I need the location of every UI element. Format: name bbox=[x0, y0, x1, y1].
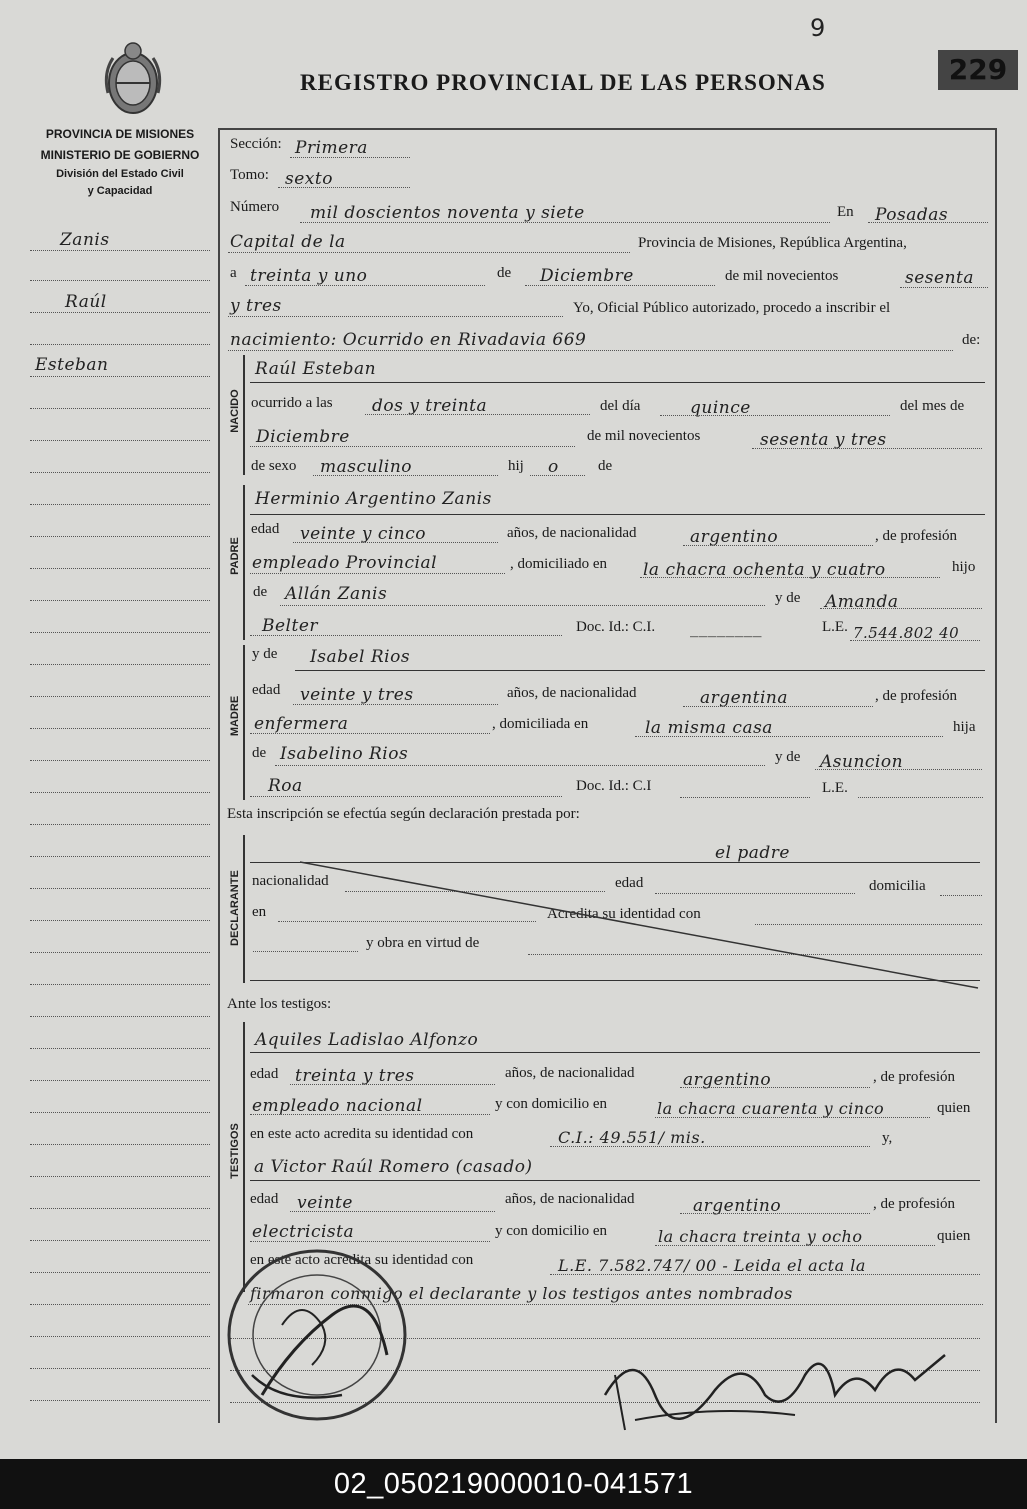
testigo1-edad: treinta y tres bbox=[295, 1066, 415, 1086]
padre-yde-label: y de bbox=[775, 590, 801, 606]
padre-le-label: L.E. bbox=[822, 619, 848, 635]
margin-line bbox=[30, 440, 210, 441]
padre-label: PADRE bbox=[229, 537, 241, 575]
margin-line bbox=[30, 856, 210, 857]
hora-value: dos y treinta bbox=[372, 396, 488, 416]
margin-line bbox=[30, 760, 210, 761]
padre-doc-label: Doc. Id.: C.I. bbox=[576, 619, 656, 635]
de-colon-label: de: bbox=[962, 332, 981, 348]
del-dia-label: del día bbox=[600, 398, 641, 414]
testigo1-nombre: Aquiles Ladislao Alfonzo bbox=[255, 1030, 479, 1050]
testigo2-nac-label: años, de nacionalidad bbox=[505, 1191, 635, 1207]
margin-line bbox=[30, 1304, 210, 1305]
margin-line bbox=[30, 1336, 210, 1337]
margin-line bbox=[30, 280, 210, 281]
madre-prof-label: , de profesión bbox=[875, 688, 958, 704]
madre-madre-de2: Roa bbox=[268, 776, 303, 796]
anio-value2: y tres bbox=[230, 296, 282, 316]
margin-line bbox=[30, 504, 210, 505]
padre-nac-value: argentino bbox=[690, 527, 779, 547]
padre-madre-de: Amanda bbox=[825, 592, 899, 612]
madre-bar bbox=[243, 645, 245, 800]
madre-edad-label: edad bbox=[252, 682, 281, 698]
madre-nac-label: años, de nacionalidad bbox=[507, 685, 637, 701]
office-division: División del Estado Civil bbox=[56, 168, 184, 180]
margin-name1: Raúl bbox=[65, 292, 107, 312]
margin-line bbox=[30, 792, 210, 793]
nacido-label: NACIDO bbox=[229, 389, 241, 433]
margin-line bbox=[30, 1400, 210, 1401]
declarante-label: DECLARANTE bbox=[229, 870, 241, 946]
office-ministry: MINISTERIO DE GOBIERNO bbox=[40, 148, 200, 162]
margin-line bbox=[30, 376, 210, 377]
a-label: a bbox=[230, 265, 237, 281]
madre-hija-label: hija bbox=[953, 719, 976, 735]
testigo1-acredita-label: en este acto acredita su identidad con bbox=[250, 1126, 474, 1142]
nacido-de-label: de bbox=[598, 458, 613, 474]
en-value: Posadas bbox=[875, 205, 949, 225]
hij-label: hij bbox=[508, 458, 524, 474]
acta-cierre: firmaron conmigo el declarante y los testigos antes nombrados bbox=[250, 1284, 793, 1303]
testigo1-edad-label: edad bbox=[250, 1066, 279, 1082]
testigo2-dom-label: y con domicilio en bbox=[495, 1223, 608, 1239]
seccion-value: Primera bbox=[295, 138, 368, 158]
madre-madre-de: Asuncion bbox=[820, 752, 904, 772]
padre-madre-de2: Belter bbox=[262, 616, 319, 636]
madre-nombre: Isabel Rios bbox=[310, 647, 411, 667]
padre-prof-label: , de profesión bbox=[875, 528, 958, 544]
margin-line bbox=[30, 664, 210, 665]
margin-line bbox=[30, 1144, 210, 1145]
testigo1-y-label: y, bbox=[882, 1130, 893, 1146]
madre-nac-value: argentina bbox=[700, 688, 789, 708]
testigo2-doc: L.E. 7.582.747/ 00 - Leida el acta la bbox=[558, 1256, 866, 1275]
capital-value: Capital de la bbox=[230, 232, 346, 252]
en-label: En bbox=[837, 204, 854, 220]
madre-edad-value: veinte y tres bbox=[300, 685, 414, 705]
madre-yde-label: y de bbox=[252, 646, 278, 662]
margin-line bbox=[30, 568, 210, 569]
padre-dom-value: la chacra ochenta y cuatro bbox=[643, 560, 886, 580]
margin-line bbox=[30, 250, 210, 251]
declarante-obra-label: y obra en virtud de bbox=[366, 935, 480, 951]
dia-value: treinta y uno bbox=[250, 266, 368, 286]
margin-line bbox=[30, 1240, 210, 1241]
testigo1-prof-label: , de profesión bbox=[873, 1069, 956, 1085]
padre-edad-value: veinte y cinco bbox=[300, 524, 427, 544]
testigo1-quien-label: quien bbox=[937, 1100, 971, 1116]
margin-line bbox=[30, 632, 210, 633]
form-left-border bbox=[218, 128, 220, 1423]
declarante-en-label: en bbox=[252, 904, 267, 920]
testigo2-prof-label: , de profesión bbox=[873, 1196, 956, 1212]
testigos-label: TESTIGOS bbox=[229, 1123, 241, 1179]
margin-line bbox=[30, 344, 210, 345]
testigo1-nac: argentino bbox=[683, 1070, 772, 1090]
testigo2-edad-label: edad bbox=[250, 1191, 279, 1207]
official-seal-stamp bbox=[222, 1245, 412, 1425]
margin-line bbox=[30, 1272, 210, 1273]
declarante-nac-label: nacionalidad bbox=[252, 873, 329, 889]
padre-bar bbox=[243, 485, 245, 640]
image-id-footer: 02_050219000010-041571 bbox=[0, 1459, 1027, 1509]
page-title: REGISTRO PROVINCIAL DE LAS PERSONAS bbox=[300, 70, 826, 95]
hij-value: o bbox=[548, 457, 559, 477]
dia-value-nac: quince bbox=[690, 398, 751, 418]
madre-de-label: de bbox=[252, 745, 267, 761]
numero-label: Número bbox=[230, 199, 280, 215]
padre-doc-value: ________ bbox=[690, 618, 762, 638]
declarante-value: el padre bbox=[715, 843, 790, 863]
declarante-bar bbox=[243, 835, 245, 983]
testigo2-edad: veinte bbox=[297, 1193, 353, 1213]
padre-padre-de: Allán Zanis bbox=[285, 584, 388, 604]
madre-le-label: L.E. bbox=[822, 780, 848, 796]
form-right-border bbox=[995, 128, 997, 1423]
margin-line bbox=[30, 600, 210, 601]
tomo-label: Tomo: bbox=[230, 167, 269, 183]
padre-nac-label: años, de nacionalidad bbox=[507, 525, 637, 541]
del-mes-label: del mes de bbox=[900, 398, 965, 414]
declarante-edad-label: edad bbox=[615, 875, 644, 891]
margin-line bbox=[30, 472, 210, 473]
acto-value: nacimiento: Ocurrido en Rivadavia 669 bbox=[230, 330, 587, 350]
margin-name2: Esteban bbox=[35, 355, 109, 375]
sexo-value: masculino bbox=[320, 457, 413, 477]
declarante-intro: Esta inscripción se efectúa según declaración prestada por: bbox=[227, 806, 580, 822]
margin-line bbox=[30, 1112, 210, 1113]
testigo1-doc: C.I.: 49.551/ mis. bbox=[558, 1128, 706, 1147]
tomo-value: sexto bbox=[285, 169, 333, 189]
testigo1-dom: la chacra cuarenta y cinco bbox=[657, 1099, 885, 1118]
madre-padre-de: Isabelino Rios bbox=[280, 744, 409, 764]
madre-dom-value: la misma casa bbox=[645, 718, 773, 738]
margin-line bbox=[30, 1368, 210, 1369]
margin-line bbox=[30, 984, 210, 985]
testigo2-prof: electricista bbox=[252, 1222, 355, 1242]
anio-value: sesenta bbox=[905, 268, 974, 288]
office-capacity: y Capacidad bbox=[87, 185, 153, 197]
form-top-border bbox=[218, 128, 997, 130]
margin-surname: Zanis bbox=[60, 230, 110, 250]
yo-text: Yo, Oficial Público autorizado, procedo a inscribir el bbox=[573, 300, 891, 316]
testigo2-nombre: a Victor Raúl Romero (casado) bbox=[254, 1157, 533, 1177]
testigo2-dom: la chacra treinta y ocho bbox=[658, 1227, 863, 1246]
testigo2-acredita-label: en este acto acredita su identidad con bbox=[250, 1252, 474, 1268]
testigo1-nac-label: años, de nacionalidad bbox=[505, 1065, 635, 1081]
testigo1-prof: empleado nacional bbox=[252, 1096, 423, 1116]
padre-de-label: de bbox=[253, 584, 268, 600]
provincia-text: Provincia de Misiones, República Argentina, bbox=[638, 235, 907, 251]
coat-of-arms-icon bbox=[98, 38, 168, 118]
numero-value: mil doscientos noventa y siete bbox=[310, 203, 585, 223]
officer-signature bbox=[595, 1335, 965, 1440]
office-province: PROVINCIA DE MISIONES bbox=[45, 127, 195, 141]
margin-line bbox=[30, 1080, 210, 1081]
madre-doc-label: Doc. Id.: C.I bbox=[576, 778, 652, 794]
sexo-label: de sexo bbox=[251, 458, 297, 474]
margin-line bbox=[30, 1176, 210, 1177]
madre-dom-label: , domiciliada en bbox=[492, 716, 589, 732]
mil-label-nac: de mil novecientos bbox=[587, 428, 701, 444]
padre-dom-label: , domiciliado en bbox=[510, 556, 608, 572]
ocurrido-label: ocurrido a las bbox=[251, 395, 333, 411]
testigo2-nac: argentino bbox=[693, 1196, 782, 1216]
margin-line bbox=[30, 536, 210, 537]
testigos-intro: Ante los testigos: bbox=[227, 996, 332, 1012]
margin-line bbox=[30, 1208, 210, 1209]
margin-line bbox=[30, 1016, 210, 1017]
margin-line bbox=[30, 952, 210, 953]
padre-hijo-label: hijo bbox=[952, 559, 976, 575]
stamp-number: 229 bbox=[938, 50, 1018, 90]
nacido-nombre: Raúl Esteban bbox=[255, 359, 377, 379]
padre-nombre: Herminio Argentino Zanis bbox=[255, 489, 492, 509]
padre-le-value: 7.544.802 40 bbox=[853, 624, 960, 642]
margin-line bbox=[30, 312, 210, 313]
seccion-label: Sección: bbox=[230, 136, 282, 152]
nacido-bar bbox=[243, 355, 245, 475]
madre-yde2-label: y de bbox=[775, 749, 801, 765]
margin-line bbox=[30, 408, 210, 409]
mil-label: de mil novecientos bbox=[725, 268, 839, 284]
madre-prof-value: enfermera bbox=[254, 714, 349, 734]
declarante-dom-label: domicilia bbox=[869, 878, 926, 894]
anio-value-nac: sesenta y tres bbox=[760, 430, 887, 450]
mes-value: Diciembre bbox=[540, 266, 634, 286]
padre-edad-label: edad bbox=[251, 521, 280, 537]
margin-line bbox=[30, 888, 210, 889]
mes-value-nac: Diciembre bbox=[256, 427, 350, 447]
margin-line bbox=[30, 1048, 210, 1049]
padre-prof-value: empleado Provincial bbox=[252, 553, 438, 573]
de-label: de bbox=[497, 265, 512, 281]
madre-label: MADRE bbox=[229, 695, 241, 737]
void-strike-line bbox=[300, 860, 980, 990]
margin-line bbox=[30, 920, 210, 921]
margin-line bbox=[30, 728, 210, 729]
testigo2-quien-label: quien bbox=[937, 1228, 971, 1244]
margin-line bbox=[30, 824, 210, 825]
margin-line bbox=[30, 696, 210, 697]
declarante-acredita-label: Acredita su identidad con bbox=[547, 906, 701, 922]
page-number: 9 bbox=[810, 14, 826, 42]
testigo1-dom-label: y con domicilio en bbox=[495, 1096, 608, 1112]
